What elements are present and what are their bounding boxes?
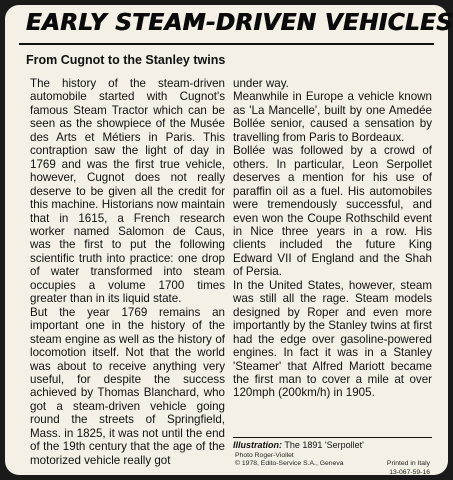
paragraph: under way. xyxy=(233,77,289,90)
page-title: EARLY STEAM-DRIVEN VEHICLES xyxy=(26,10,453,36)
card-code: 13-067-59-16 xyxy=(389,468,430,476)
column-left xyxy=(30,77,225,467)
paragraph: In the United States, however, steam was still all the rage. Steam models designed by Roper and even more importantly by the Stanley twins at first had the edge over gasoline-powered engines. In fact it was in a Stanley 'Steamer' that Alfred Mariott became the first man to cover a mile at over 120mph (200km/h) in 1905. xyxy=(233,278,432,400)
paragraph: Meanwhile in Europe a vehicle known as 'La Mancelle', built by one Amedée Bollée senior, caused a sensation by travelling from Paris to Bordeaux. xyxy=(233,90,432,144)
footer-row xyxy=(235,460,430,468)
paragraph: But the year 1769 remains an important one in the history of the steam engine as well as the history of locomotion itself. Not that the world was about to receive anything very useful, for despite the success achieved by Thomas Blanchard, who got a steam-driven vehicle going round the streets of Springfield, Mass. in 1825, it was not until the end of the 19th century that the age of the motorized vehicle really got xyxy=(30,305,225,467)
card xyxy=(5,5,453,476)
illustration-caption xyxy=(233,437,432,451)
subtitle: From Cugnot to the Stanley twins xyxy=(26,53,226,67)
photo-credit: Photo Roger-Viollet xyxy=(235,452,294,459)
illustration-label: Illustration: xyxy=(233,440,282,450)
illustration-text: The 1891 'Serpollet' xyxy=(284,440,364,450)
title-rule xyxy=(19,43,434,45)
column-right xyxy=(233,77,432,449)
paragraph: The history of the steam-driven automobile started with Cugnot's famous Steam Tractor which can be seen as the showpiece of the Musée des Arts et Métiers in Paris. This contraption saw the light of day in 1769 and was the first true vehicle, however, Cugnot does not really deserve to be given all the credit for this machine. Historians now maintain that in 1615, a French research worker named Salomon de Caus, was the first to put the following scientific truth into practice: one drop of water transformed into steam occupies a volume 1700 times greater than in its liquid state. xyxy=(30,77,225,306)
paragraph: Bollée was followed by a crowd of others. In particular, Leon Serpollet deserves a mention for his use of paraffin oil as a fuel. His automobiles were tremendously successful, and even won the Coupe Rothschild event in Nice three years in a row. His clients included the future King Edward VII of England and the Shah of Persia. xyxy=(233,144,432,279)
footer-row-code xyxy=(235,469,430,477)
copyright: © 1978, Edito-Service S.A., Geneva xyxy=(235,460,344,468)
footer xyxy=(235,452,430,477)
printed-in: Printed in Italy xyxy=(386,460,430,468)
